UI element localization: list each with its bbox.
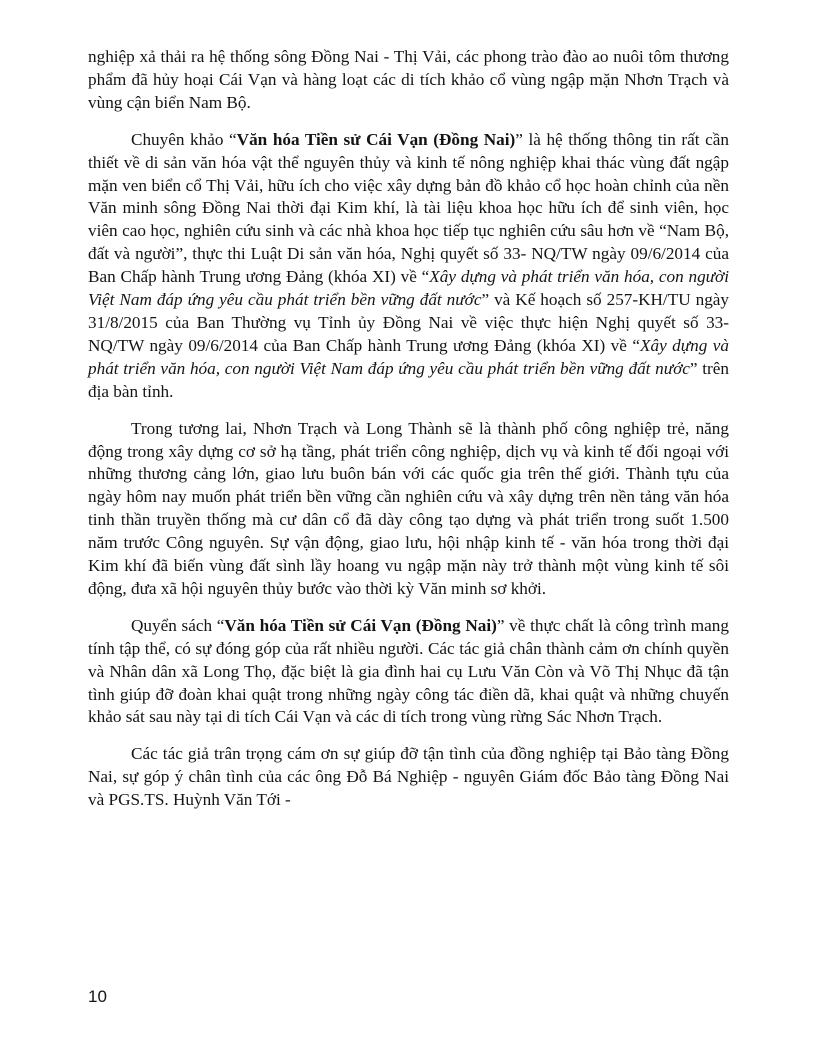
p2-text-c: ” là hệ thống thông tin rất cần thiết về di sản văn hóa vật thể nguyên thủy và kinh tế nông nghiệp khai thác vùng đất ngập mặn ven biển cổ Thị Vải, hữu ích cho việc xây dựng bản đồ khảo cổ học hoàn chỉnh của nền Văn minh sông Đồng Nai thời đại Kim khí, là tài liệu khoa học hữu ích để sinh viên, học viên cao học, nghiên cứu sinh và các nhà khoa học tiếp tục nghiên cứu sâu hơn về “Nam Bộ, đất và người”, thực thi Luật Di sản văn hóa, Nghị quyết số 33- NQ/TW ngày 09/6/2014 của Ban Chấp hành Trung ương Đảng (khóa XI) về “ xyxy=(88,129,729,287)
p2-quote-1: Xây dựng và phát triển văn hóa, con người Việt Nam đáp ứng yêu cầu phát triển bền vững đất nước xyxy=(88,267,729,310)
p2-book-title: Văn hóa Tiền sử Cái Vạn (Đồng Nai) xyxy=(236,129,516,149)
page-body xyxy=(88,46,729,826)
paragraph-2 xyxy=(88,129,729,404)
p2-text-e: ” và Kế hoạch số 257-KH/TU ngày 31/8/2015 của Ban Thường vụ Tỉnh ủy Đồng Nai về việc thực hiện Nghị quyết số 33-NQ/TW ngày 09/6/2014 của Ban Chấp hành Trung ương Đảng (khóa XI) về “ xyxy=(88,290,730,355)
paragraph-3: Trong tương lai, Nhơn Trạch và Long Thành sẽ là thành phố công nghiệp trẻ, năng động trong xây dựng cơ sở hạ tầng, phát triển công nghiệp, dịch vụ và kinh tế đối ngoại với những thương cảng lớn, giao lưu buôn bán với các quốc gia trên thế giới. Thành tựu của ngày hôm nay muốn phát triển bền vững cần nghiên cứu và xây dựng trên nền tảng văn hóa tinh thần truyền thống mà cư dân cổ đã dày công tạo dựng và phát triển trong suốt 1.500 năm trước Công nguyên. Sự vận động, giao lưu, hội nhập kinh tế - văn hóa trong thời đại Kim khí đã biến vùng đất sình lầy hoang vu ngập mặn này trở thành một vùng kinh tế sôi động, đưa xã hội nguyên thủy bước vào thời kỳ Văn minh sơ khởi. xyxy=(88,418,729,598)
p4-text-c: ” về thực chất là công trình mang tính tập thể, có sự đóng góp của rất nhiều người. Các tác giả chân thành cảm ơn chính quyền và Nhân dân xã Long Thọ, đặc biệt là gia đình hai cụ Lưu Văn Còn và Võ Thị Nhục đã tận tình giúp đỡ đoàn khai quật trong những ngày công tác điền dã, khai quật và những chuyến khảo sát sau này tại di tích Cái Vạn và các di tích trong vùng rừng Sác Nhơn Trạch. xyxy=(88,615,729,727)
paragraph-4 xyxy=(88,615,729,730)
p2-quote-2: Xây dựng và phát triển văn hóa, con người Việt Nam đáp ứng yêu cầu phát triển bền vững đất nước xyxy=(88,335,729,378)
p4-book-title: Văn hóa Tiền sử Cái Vạn (Đồng Nai) xyxy=(224,615,497,635)
paragraph-1: nghiệp xả thải ra hệ thống sông Đồng Nai - Thị Vải, các phong trào đào ao nuôi tôm thương phẩm đã hủy hoại Cái Vạn và hàng loạt các di tích khảo cổ vùng ngập mặn Nhơn Trạch và vùng cận biển Nam Bộ. xyxy=(88,47,729,112)
p4-text-a: Quyển sách “ xyxy=(131,615,225,635)
paragraph-5: Các tác giả trân trọng cám ơn sự giúp đỡ tận tình của đồng nghiệp tại Bảo tàng Đồng Nai, sự góp ý chân tình của các ông Đỗ Bá Nghiệp - nguyên Giám đốc Bảo tàng Đồng Nai và PGS.TS. Huỳnh Văn Tới - xyxy=(88,744,729,810)
p2-text-a: Chuyên khảo “ xyxy=(131,129,237,149)
page-number: 10 xyxy=(88,987,107,1006)
p2-text-g: ” trên địa bàn tỉnh. xyxy=(88,358,729,401)
